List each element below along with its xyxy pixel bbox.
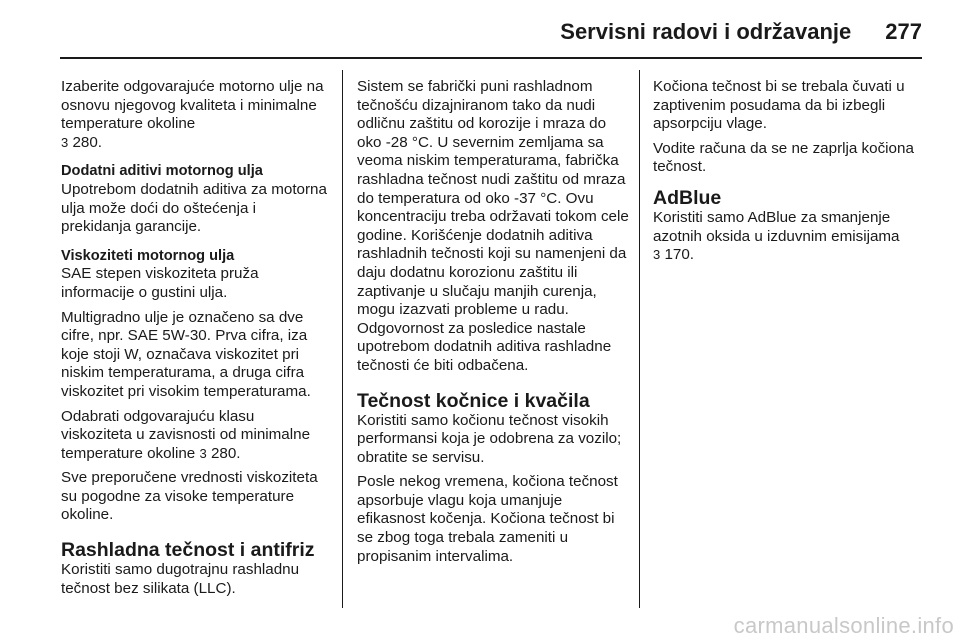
- viscosity-heading: Viskoziteti motornog ulja: [61, 247, 235, 264]
- brake-fluid-heading: Tečnost kočnice i kvačila: [357, 389, 590, 412]
- reference-arrow-icon: 3: [653, 247, 661, 263]
- reference-arrow-icon: 3: [61, 134, 69, 150]
- column-2: [357, 78, 629, 572]
- page-reference: 170.: [664, 246, 695, 264]
- viscosity-paragraph-3: Odabrati odgovarajuću klasu viskoziteta u zavisnosti od minimalne temperature okoline 3 280.: [61, 407, 311, 462]
- header-rule: [60, 57, 922, 59]
- coolant-paragraph: Koristiti samo dugotrajnu rashladnu tečnost bez silikata (LLC).: [61, 561, 300, 597]
- page-reference: 280.: [72, 133, 103, 151]
- coolant-paragraph-2: Sistem se fabrički puni rashladnom tečnošću dizajniranom tako da nudi odličnu zaštitu od korozije i mraza do oko -28 °C. U severnim zemljama sa veoma niskim temperaturama, fabrička rashladna tečnost nudi zaštitu od mraza do temperatura od oko -37 °C. Ovu koncentraciju treba održavati tokom cele godine. Korišćenje dodatnih aditiva rashladnih tečnosti koji su namenjeni da daju dodatnu korozionu zaštitu ili zaptivanje u slučaju manjih curenja, mogu izazvati probleme u radu. Odgovornost za posledice nastale upotrebom dodatnih aditiva rashladne tečnosti će biti odbačena.: [357, 78, 629, 374]
- page-title: Servisni radovi i održavanje: [560, 19, 852, 44]
- coolant-heading: Rashladna tečnost i antifriz: [61, 539, 315, 562]
- reference-arrow-icon: 3: [199, 445, 207, 461]
- intro-paragraph: Izaberite odgovarajuće motorno ulje na osnovu njegovog kvaliteta i minimalne temperature okoline 3 280.: [61, 78, 324, 151]
- page-reference: 280.: [210, 444, 241, 462]
- brake-fluid-paragraph-2: Posle nekog vremena, kočiona tečnost apsorbuje vlagu koja umanjuje efikasnost kočenja. Kočiona tečnost bi se zbog toga trebala zameniti u propisanim intervalima.: [357, 473, 618, 565]
- additives-heading: Dodatni aditivi motornog ulja: [61, 163, 263, 180]
- page-header: [60, 18, 922, 46]
- adblue-paragraph: Koristiti samo AdBlue za smanjenje azotnih oksida u izduvnim emisijama 3 170.: [653, 208, 900, 264]
- column-3: [653, 78, 927, 271]
- viscosity-paragraph-2: Multigradno ulje je označeno sa dve cifre, npr. SAE 5W-30. Prva cifra, iza koje stoji W, označava viskozitet pri niskim temperaturama, a druga cifra viskozitet pri visokim temperaturama.: [61, 308, 311, 400]
- column-1: [61, 78, 329, 604]
- column-divider-2: [639, 70, 640, 608]
- viscosity-paragraph-1: SAE stepen viskoziteta pruža informacije o gustini ulja.: [61, 265, 259, 301]
- page-number: 277: [885, 19, 922, 44]
- brake-fluid-paragraph-3: Kočiona tečnost bi se trebala čuvati u zaptivenim posudama da bi izbegli apsorpciju vlage.: [653, 78, 905, 133]
- brake-fluid-paragraph-4: Vodite računa da se ne zaprlja kočiona tečnost.: [653, 139, 914, 176]
- viscosity-paragraph-4: Sve preporučene vrednosti viskoziteta su pogodne za visoke temperature okoline.: [61, 469, 318, 524]
- watermark: carmanualsonline.info: [733, 613, 954, 638]
- adblue-heading: AdBlue: [653, 186, 722, 209]
- additives-paragraph: Upotrebom dodatnih aditiva za motorna ulja može doći do oštećenja i prekidanja garancije.: [61, 180, 327, 236]
- column-divider-1: [342, 70, 343, 608]
- brake-fluid-paragraph-1: Koristiti samo kočionu tečnost visokih performansi koja je odobrena za vozilo; obratite se servisu.: [357, 411, 622, 466]
